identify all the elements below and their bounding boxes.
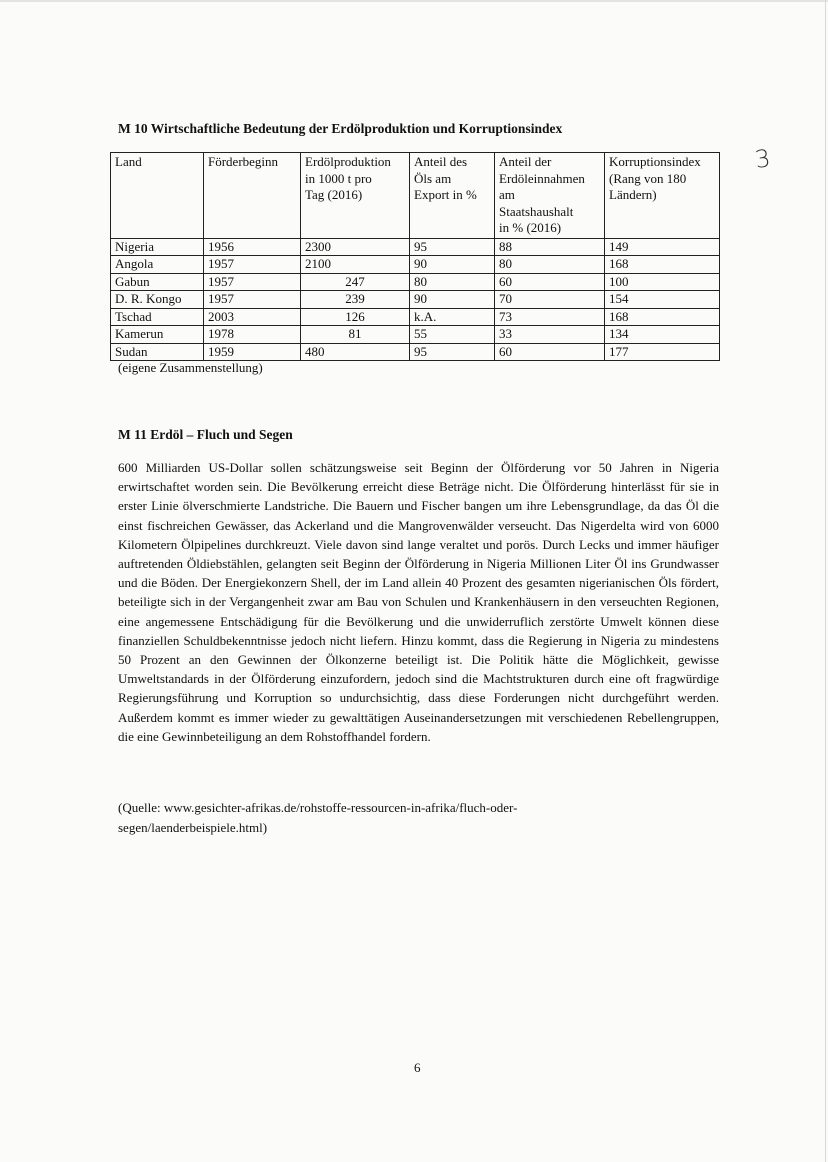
col-header-land: Land bbox=[111, 153, 204, 239]
cell-korruption: 149 bbox=[605, 238, 720, 256]
col-header-staatshaushalt: Anteil der Erdöleinnahmen am Staatshaushalt in % (2016) bbox=[495, 153, 605, 239]
cell-export: 90 bbox=[410, 256, 495, 274]
cell-land: Sudan bbox=[111, 343, 204, 361]
m11-body-text: 600 Milliarden US-Dollar sollen schätzungsweise seit Beginn der Ölförderung vor 50 Jahren in Nigeria erwirtschaftet worden sein. Die Bevölkerung erreicht diese Beträge nicht. Die Ölförderung hinterlässt für sie in erster Linie ölverschmierte Landstriche. Die Bauern und Fischer bangen um ihre Lebensgrundlage, da das Öl die einst fischreichen Gewässer, das Ackerland und die Mangrovenwälder verseucht. Das Nigerdelta wird von 6000 Kilometern Ölpipelines durchkreuzt. Viele davon sind lange veraltet und porös. Durch Lecks und immer häufiger auftretenden Öldiebstählen, gelangten seit Beginn der Ölförderung in Nigeria Millionen Liter Öl ins Grundwasser und die Böden. Der Energiekonzern Shell, der im Land allein 40 Prozent des gesamten nigerianischen Öls fördert, beteiligte sich in der Vergangenheit zwar am Bau von Schulen und Krankenhäusern in den verseuchten Regionen, eine angemessene Entschädigung für die Bevölkerung und die unwiderruflich zerstörte Umwelt können diese finanziellen Schuldbekenntnisse jedoch nicht liefern. Hinzu kommt, dass die Regierung in Nigeria zu mindestens 50 Prozent an den Gewinnen der Ölkonzerne beteiligt ist. Die Politik hätte die Möglichkeit, gewisse Umweltstandards in der Ölförderung einzufordern, jedoch sind die Machtstrukturen durch eine oft fragwürdige Regierungsführung und Korruption so undurchsichtig, dass diese Forderungen nicht durchgeführt werden. Außerdem kommt es immer wieder zu gewalttätigen Auseinandersetzungen mit verschiedenen Rebellengruppen, die eine Gewinnbeteiligung an dem Rohstoffhandel fordern. bbox=[118, 460, 719, 744]
cell-produktion: 126 bbox=[301, 308, 410, 326]
cell-foerderbeginn: 2003 bbox=[204, 308, 301, 326]
scan-edge-right bbox=[825, 0, 826, 1162]
table-row bbox=[111, 256, 720, 274]
cell-foerderbeginn: 1959 bbox=[204, 343, 301, 361]
cell-land: Nigeria bbox=[111, 238, 204, 256]
cell-land: Angola bbox=[111, 256, 204, 274]
cell-produktion: 2300 bbox=[301, 238, 410, 256]
cell-foerderbeginn: 1978 bbox=[204, 326, 301, 344]
cell-export: 80 bbox=[410, 273, 495, 291]
cell-export: k.A. bbox=[410, 308, 495, 326]
table-caption: (eigene Zusammenstellung) bbox=[118, 360, 263, 375]
cell-foerderbeginn: 1956 bbox=[204, 238, 301, 256]
cell-korruption: 168 bbox=[605, 256, 720, 274]
page-number: 6 bbox=[414, 1060, 421, 1075]
table-header-row bbox=[111, 153, 720, 239]
cell-export: 95 bbox=[410, 238, 495, 256]
cell-haushalt: 60 bbox=[495, 343, 605, 361]
cell-korruption: 177 bbox=[605, 343, 720, 361]
table-row bbox=[111, 273, 720, 291]
cell-foerderbeginn: 1957 bbox=[204, 256, 301, 274]
m10-title: M 10 Wirtschaftliche Bedeutung der Erdölproduktion und Korruptionsindex bbox=[118, 121, 563, 136]
col-header-exportanteil: Anteil des Öls am Export in % bbox=[410, 153, 495, 239]
table-row bbox=[111, 326, 720, 344]
col-header-foerderbeginn: Förderbeginn bbox=[204, 153, 301, 239]
table-row bbox=[111, 308, 720, 326]
cell-haushalt: 33 bbox=[495, 326, 605, 344]
cell-produktion: 239 bbox=[301, 291, 410, 309]
cell-foerderbeginn: 1957 bbox=[204, 291, 301, 309]
cell-export: 55 bbox=[410, 326, 495, 344]
cell-land: Tschad bbox=[111, 308, 204, 326]
cell-korruption: 154 bbox=[605, 291, 720, 309]
col-header-korruptionsindex: Korruptionsindex (Rang von 180 Ländern) bbox=[605, 153, 720, 239]
oil-data-table bbox=[110, 152, 720, 361]
table-row bbox=[111, 238, 720, 256]
table-row bbox=[111, 343, 720, 361]
cell-land: Kamerun bbox=[111, 326, 204, 344]
m11-source: (Quelle: www.gesichter-afrikas.de/rohstoffe-ressourcen-in-afrika/fluch-oder-segen/laenderbeispiele.html) bbox=[118, 800, 518, 835]
table-row bbox=[111, 291, 720, 309]
cell-korruption: 168 bbox=[605, 308, 720, 326]
cell-haushalt: 60 bbox=[495, 273, 605, 291]
cell-land: Gabun bbox=[111, 273, 204, 291]
cell-foerderbeginn: 1957 bbox=[204, 273, 301, 291]
scan-edge-top bbox=[0, 0, 828, 2]
cell-produktion: 81 bbox=[301, 326, 410, 344]
m11-title: M 11 Erdöl – Fluch und Segen bbox=[118, 427, 293, 442]
cell-land: D. R. Kongo bbox=[111, 291, 204, 309]
cell-korruption: 100 bbox=[605, 273, 720, 291]
cell-produktion: 480 bbox=[301, 343, 410, 361]
cell-haushalt: 70 bbox=[495, 291, 605, 309]
cell-haushalt: 88 bbox=[495, 238, 605, 256]
cell-export: 95 bbox=[410, 343, 495, 361]
cell-produktion: 2100 bbox=[301, 256, 410, 274]
cell-produktion: 247 bbox=[301, 273, 410, 291]
cell-korruption: 134 bbox=[605, 326, 720, 344]
cell-haushalt: 73 bbox=[495, 308, 605, 326]
cell-export: 90 bbox=[410, 291, 495, 309]
handwritten-mark: 3 bbox=[753, 144, 773, 174]
col-header-erdoelproduktion: Erdölproduktion in 1000 t pro Tag (2016) bbox=[301, 153, 410, 239]
cell-haushalt: 80 bbox=[495, 256, 605, 274]
